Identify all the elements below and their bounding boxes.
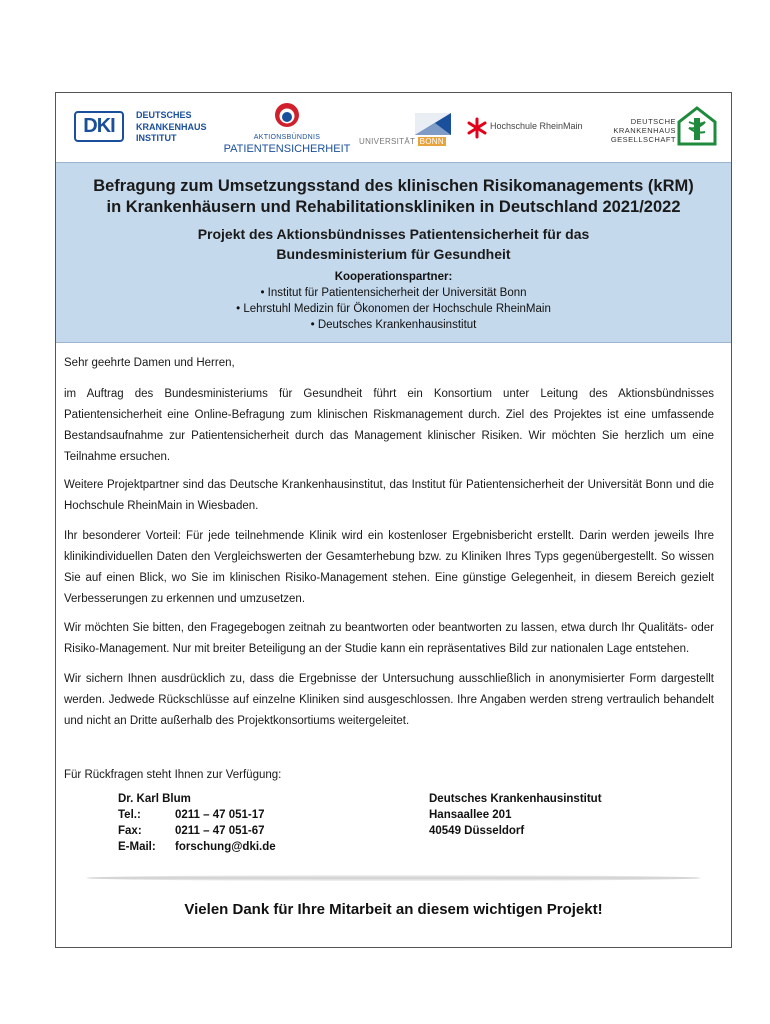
divider [86, 875, 701, 881]
address-city: 40549 Düsseldorf [429, 825, 525, 837]
aps-logo [222, 101, 352, 156]
tel-label: Tel.: [118, 809, 141, 821]
paragraph-request: Wir möchten Sie bitten, den Fragegebogen zeitnah zu beantworten oder beantworten zu lassen, etwa durch Ihr Qualitäts- oder Risiko-Management. Nur mit breiter Beteiligung an der Studie kann ein repräsentatives Bild zur nationalen Lage entstehen. [64, 622, 714, 655]
uni-bonn-logo [359, 113, 454, 153]
paragraph-partners: Weitere Projektpartner sind das Deutsche Krankenhausinstitut, das Institut für Patientensicherheit der Universität Bonn und die Hochschule RheinMain in Wiesbaden. [64, 479, 714, 512]
subtitle-line-2: Bundesministerium für Gesundheit [276, 246, 511, 262]
partners-label: Kooperationspartner: [334, 271, 453, 283]
dkg-logo-line: DEUTSCHE [630, 117, 676, 126]
fax-label: Fax: [118, 825, 142, 837]
dkg-house-icon [677, 106, 717, 146]
hsrm-logo [466, 117, 601, 139]
email-label: E-Mail: [118, 841, 156, 853]
contact-tel-row [118, 807, 276, 823]
dki-logo-mark: DKI [74, 111, 124, 142]
uni-text: UNIVERSITÄT [359, 137, 416, 146]
fax-value: 0211 – 47 051-67 [175, 825, 265, 837]
address-org: Deutsches Krankenhausinstitut [429, 793, 602, 805]
partner-item: • Deutsches Krankenhausinstitut [310, 319, 477, 331]
partner-item: • Lehrstuhl Medizin für Ökonomen der Hochschule RheinMain [236, 303, 551, 315]
tel-value: 0211 – 47 051-17 [175, 809, 265, 821]
paragraph-advantage: Ihr besonderer Vorteil: Für jede teilnehmende Klinik wird ein kostenloser Ergebnisbericht erstellt. Darin werden jeweils Ihre klinikindividuellen Daten den Vergleichswerten der Gesamterhebung bzw. zu Kliniken Ihres Typs gegenübergestellt. So wissen Sie auf einen Blick, wo Sie im klinischen Risiko-Management stehen. Eine günstige Gelegenheit, in diesem Bereich gezielt Verbesserungen zu erkennen und umzusetzen. [64, 530, 714, 605]
dkg-logo-text [608, 117, 676, 144]
hsrm-logo-text: Hochschule RheinMain [490, 121, 583, 131]
aps-logo-small-text: AKTIONSBÜNDNIS [253, 134, 321, 141]
aps-emblem-icon [222, 101, 352, 133]
contact-email-row [118, 839, 276, 855]
contact-fax-row [118, 823, 276, 839]
dkg-logo-line: GESELLSCHAFT [610, 135, 676, 144]
uni-bonn-badge: BONN [419, 137, 444, 146]
title-line-2: in Krankenhäusern und Rehabilitationskliniken in Deutschland 2021/2022 [106, 198, 681, 216]
document-frame [55, 92, 732, 948]
email-value: forschung@dki.de [175, 841, 276, 853]
logo-strip [56, 93, 731, 162]
greeting: Sehr geehrte Damen und Herren, [64, 357, 235, 369]
aps-logo-big-text: PATIENTENSICHERHEIT [223, 143, 351, 155]
dkg-logo-line: KRANKENHAUS [613, 126, 676, 135]
uni-bonn-emblem-icon [359, 113, 454, 135]
dki-logo-line: KRANKENHAUS [136, 121, 207, 132]
partner-item: • Institut für Patientensicherheit der Universität Bonn [260, 287, 527, 299]
contact-person [118, 791, 276, 855]
address-street: Hansaallee 201 [429, 809, 512, 821]
contact-address [429, 791, 602, 839]
contact-intro: Für Rückfragen steht Ihnen zur Verfügung: [64, 769, 282, 781]
closing-thanks: Vielen Dank für Ihre Mitarbeit an diesem wichtigen Projekt! [184, 901, 603, 918]
dki-logo-line: DEUTSCHES [136, 110, 192, 120]
hsrm-star-icon [466, 117, 488, 139]
survey-header [56, 162, 731, 343]
dki-logo-text [136, 110, 226, 145]
paragraph-intro: im Auftrag des Bundesministeriums für Gesundheit führt ein Konsortium unter Leitung des Aktionsbündnisses Patientensicherheit eine Online-Befragung zum klinischen Riskmanagement durch. Ziel des Projektes ist eine umfassende Bestandsaufnahme zur Patientensicherheit durch das Management klinischer Risiken. Wir möchten Sie herzlich um eine Teilnahme ersuchen. [64, 388, 714, 463]
paragraph-privacy: Wir sichern Ihnen ausdrücklich zu, dass die Ergebnisse der Untersuchung ausschließlich in anonymisierter Form dargestellt werden. Jedwede Rückschlüsse auf einzelne Kliniken sind ausgeschlossen. Ihre Angaben werden streng vertraulich behandelt und nicht an Dritte außerhalb des Projektkonsortiums weitergeleitet. [64, 673, 714, 727]
uni-bonn-logo-text [359, 137, 446, 146]
dki-logo-line: INSTITUT [136, 133, 177, 143]
subtitle-line-1: Projekt des Aktionsbündnisses Patientensicherheit für das [197, 226, 590, 242]
contact-name: Dr. Karl Blum [118, 793, 191, 805]
title-line-1: Befragung zum Umsetzungsstand des klinischen Risikomanagements (kRM) [93, 177, 694, 195]
